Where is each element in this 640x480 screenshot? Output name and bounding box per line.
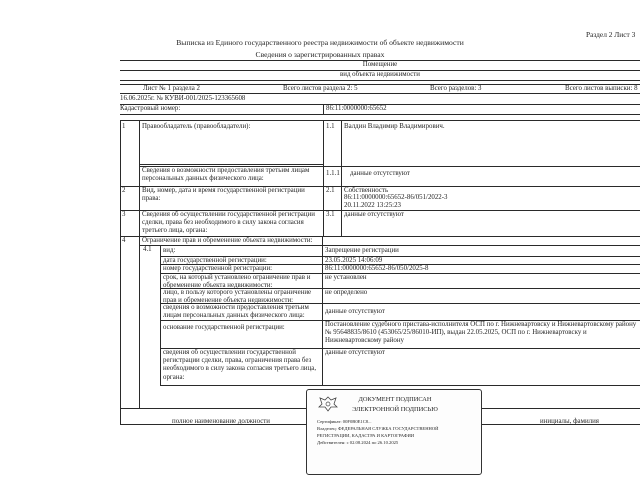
right-type: Собственность (344, 186, 389, 194)
encumbrance-type-label: вид: (163, 247, 176, 254)
encumbrance-number-value: 86:11:0000000:65652-86/050/2025-8 (325, 265, 429, 272)
row-1-sub-number: 1.1 (326, 123, 335, 130)
row-4-label: Ограничение прав и обременение объекта недвижимости: (142, 237, 313, 244)
encumbrance-term-value: не установлен (325, 273, 367, 281)
encumbrance-personal-data-value: данные отсутствуют (325, 308, 385, 315)
stamp-line-2: ЭЛЕКТРОННОЙ ПОДПИСЬЮ (352, 406, 438, 413)
encumbrance-number-label: номер государственной регистрации: (163, 265, 273, 272)
encumbrance-date-label: дата государственной регистрации: (163, 256, 267, 264)
row-1-1-1-value: данные отсутствуют (350, 170, 410, 177)
object-type-caption: вид объекта недвижимости (340, 71, 420, 78)
stamp-owner-cont: РЕГИСТРАЦИИ, КАДАСТРА И КАРТОГРАФИИ (317, 433, 415, 438)
encumbrance-basis-value: Постановление судебного пристава-исполнителя ОСП по г. Нижневартовску и Нижневартовскому району № 95648835/8610 (453065/25/86010-ИП), выдан 22.05.2025, ОСП по г. Нижневартовску и Нижневартовскому району (325, 321, 637, 345)
row-3-value: данные отсутствуют (344, 211, 404, 218)
sections-total: Всего разделов: 3 (430, 85, 482, 92)
sheet-corner-label: Раздел 2 Лист 3 (586, 30, 636, 39)
row-3-sub-number: 3.1 (326, 211, 335, 218)
row-1-label: Правообладатель (правообладатели): (142, 123, 251, 130)
row-4-1-number: 4.1 (143, 246, 152, 253)
cadastral-value: 86:11:0000000:65652 (326, 105, 387, 112)
encumbrance-beneficiary-value: не определено (325, 288, 368, 296)
right-registration-number: 86:11:0000000:65652-86/051/2022-3 (344, 194, 448, 201)
right-registration-date: 20.11.2022 13:25:23 (344, 201, 401, 209)
row-1-1-1-label: Сведения о возможности предоставления третьим лицам персональных данных физического лица: (142, 167, 310, 183)
stamp-line-1: ДОКУМЕНТ ПОДПИСАН (358, 396, 432, 403)
e-signature-stamp (306, 389, 482, 475)
encumbrance-term-label: срок, на который установлено ограничение прав и обременение объекта недвижимости: (163, 273, 311, 289)
encumbrance-date-value: 23.05.2025 14:06:09 (325, 256, 383, 264)
sheets-total: Всего листов выписки: 8 (565, 85, 638, 92)
row-2-sub-number: 2.1 (326, 187, 335, 194)
row-1-number: 1 (122, 123, 126, 130)
encumbrance-personal-data-label: сведения о возможности предоставления третьим лицам персональных данных физического лица: (163, 304, 309, 320)
encumbrance-basis-label: основание государственной регистрации: (163, 324, 285, 331)
stamp-certificate: Сертификат: 00F0B0E1C8... (317, 419, 372, 424)
document-subtitle: Сведения о зарегистрированных правах (255, 50, 385, 59)
extract-date-number: 16.06.2025г. № КУВИ-001/2025-123365608 (120, 95, 246, 102)
row-2-number: 2 (122, 187, 126, 194)
row-3-number: 3 (122, 211, 126, 218)
sheet-number: Лист № 1 раздела 2 (143, 85, 200, 92)
row-4-number: 4 (122, 237, 126, 244)
row-1-1-1-sub-number: 1.1.1 (326, 170, 340, 177)
encumbrance-consent-label: сведения об осуществлении государственной регистрации сделки, права, ограничения права без необходимого в силу закона согласия третьего лица, органа: (163, 349, 317, 381)
stamp-owner: Владелец: ФЕДЕРАЛЬНАЯ СЛУЖБА ГОСУДАРСТВЕННОЙ (317, 426, 439, 431)
encumbrance-consent-value: данные отсутствуют (325, 349, 385, 356)
row-2-label: Вид, номер, дата и время государственной регистрации права: (142, 187, 305, 203)
stamp-validity: Действителен: с 02.08.2024 по 26.10.2025 (317, 440, 399, 445)
document-title: Выписка из Единого государственного реестра недвижимости об объекте недвижимости (176, 38, 464, 47)
row-3-label: Сведения об осуществлении государственной регистрации сделки, права без необходимого в силу закона согласия третьего лица, органа: (142, 211, 315, 235)
cadastral-label: Кадастровый номер: (120, 105, 181, 112)
encumbrance-type-value: Запрещение регистрации (325, 247, 399, 254)
encumbrance-beneficiary-label: лицо, в пользу которого установлены ограничение прав и обременение объекта недвижимости: (163, 288, 312, 304)
owner-name: Валдин Владимир Владимирович. (344, 123, 445, 130)
object-premises: Помещение (362, 61, 398, 68)
position-caption: полное наименование должности (172, 418, 270, 425)
section-sheets-total: Всего листов раздела 2: 5 (283, 85, 358, 92)
initials-caption: инициалы, фамилия (540, 418, 599, 425)
